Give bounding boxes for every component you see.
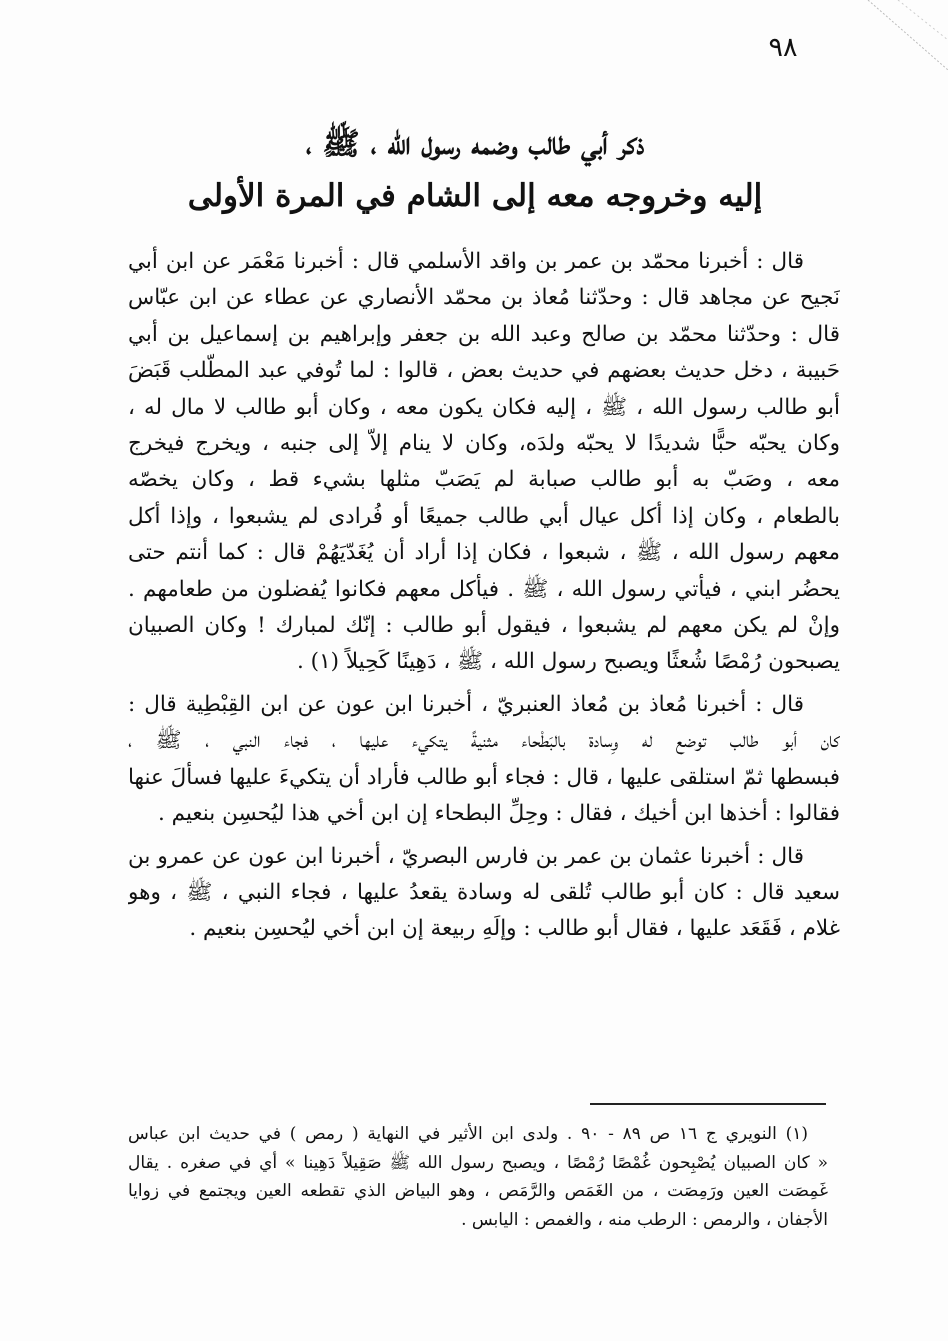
text-line: نَجيح عن مجاهد قال : وحدّثنا مُعاذ بن محمّد الأنصاري عن عطاء عن ابن عبّاس xyxy=(128,285,840,311)
scan-corner-fold xyxy=(828,0,948,120)
title-line-1: ذكر أبي طالب وضمه رسول الله ، ﷺ ، xyxy=(305,126,645,162)
text-line: وكان يحبّه حبًّا شديدًا لا يحبّه ولدَه، وكان لا ينام إلاّ إلى جنبه ، ويخرج فيخرج xyxy=(128,431,840,457)
text-line: قال : أخبرنا مُعاذ بن مُعاذ العنبريّ ، أخبرنا ابن عون عن ابن القِبْطِية قال : xyxy=(128,691,804,717)
chapter-title xyxy=(110,118,840,222)
text-line: حَبيبة ، دخل حديث بعضهم في حديث بعض ، قالوا : لما تُوفي عبد المطّلب قَبَضَ xyxy=(128,358,840,384)
text-line: أبو طالب رسول الله ، ﷺ ، إليه فكان يكون معه ، وكان أبو طالب لا مال له ، xyxy=(128,394,840,420)
footnote-line: « كان الصبيان يُصْبِحون غُمْصًا رُمْصًا ، ويصبح رسول الله ﷺ صَقِيلاً دَهِينا » أي في صغره . يقال xyxy=(128,1152,828,1173)
text-line: سعيد قال : كان أبو طالب تُلقى له وسادة يقعدُ عليها ، فجاء النبي ، ﷺ ، وهو xyxy=(128,879,840,905)
paragraph-2 xyxy=(128,687,840,833)
text-line: معهم رسول الله ، ﷺ ، شبعوا ، فكان إذا أراد أن يُغَدّيَهُمْ قال : كما أنتم حتى xyxy=(128,540,840,566)
text-line: كان أبو طالب توضع له وِسادة بالبَطْحاء مثنيةً يتكيء عليها ، فجاء النبي ، ﷺ ، xyxy=(128,728,840,754)
title-line-2: إليه وخروجه معه إلى الشام في المرة الأولى xyxy=(187,178,763,214)
paragraph-1 xyxy=(128,244,840,681)
footnote-line: غَمِصَت العين ورَمِصَت ، من الغَمَص والرَّمَص ، وهو البياض الذي تقطعه العين ويجتمع في زوايا xyxy=(128,1181,828,1201)
text-line: يصبحون رُمْصًا شُعثًا ويصبح رسول الله ، ﷺ ، دَهِينًا كَحِيلاً (١) . xyxy=(297,649,840,675)
footnote-line: (١) النويري ج ١٦ ص ٨٩ - ٩٠ . ولدى ابن الأثير في النهاية ( رمص ) في حديث ابن عباس xyxy=(128,1124,808,1144)
text-line: وإنْ لم يكن معهم لم يشبعوا ، فيقول أبو طالب : إنّك لمبارك ! وكان الصبيان xyxy=(128,613,840,639)
footnotes xyxy=(128,1120,828,1234)
text-line: فقالوا : أخذها ابن أخيك ، فقال : وحِلِّ البطحاء إن ابن أخي هذا ليُحسِن بنعيم . xyxy=(157,801,840,827)
text-line: يحضُر ابني ، فيأتي رسول الله ، ﷺ . فيأكل معهم فكانوا يُفضلون من طعامهم . xyxy=(128,576,840,602)
footnote-divider xyxy=(590,1103,826,1105)
text-line: قال : أخبرنا محمّد بن عمر بن واقد الأسلمي قال : أخبرنا مَعْمَر عن ابن أبي xyxy=(128,249,804,274)
text-line: معه ، وصَبّ به أبو طالب صبابة لم يَصَبّ مثلها بشيء قط ، وكان يخصّه xyxy=(128,467,840,493)
text-line: قال : وحدّثنا محمّد بن صالح وعبد الله بن جعفر وإبراهيم بن إسماعيل بن أبي xyxy=(128,321,840,347)
footnote-line: الأجفان ، والرمص : الرطب منه ، والغمص : اليابس . xyxy=(461,1209,828,1230)
text-line: فبسطها ثمّ استلقى عليها ، قال : فجاء أبو طالب فأراد أن يتكيءَ عليها فسألَ عنها xyxy=(128,764,840,790)
paragraph-3 xyxy=(128,839,840,948)
text-line: قال : أخبرنا عثمان بن عمر بن فارس البصريّ ، أخبرنا ابن عون عن عمرو بن xyxy=(128,843,804,869)
main-text xyxy=(128,244,840,954)
text-line: غلام ، فَقَعَد عليها ، فقال أبو طالب : وإلَهِ ربيعة إن ابن أخي ليُحسِن بنعيم . xyxy=(189,916,840,942)
text-line: بالطعام ، وكان إذا أكل عيال أبي طالب جميعًا أو فُرادى لم يشبعوا ، وإذا أكل xyxy=(128,503,840,529)
page-number: ٩٨ xyxy=(768,32,798,63)
